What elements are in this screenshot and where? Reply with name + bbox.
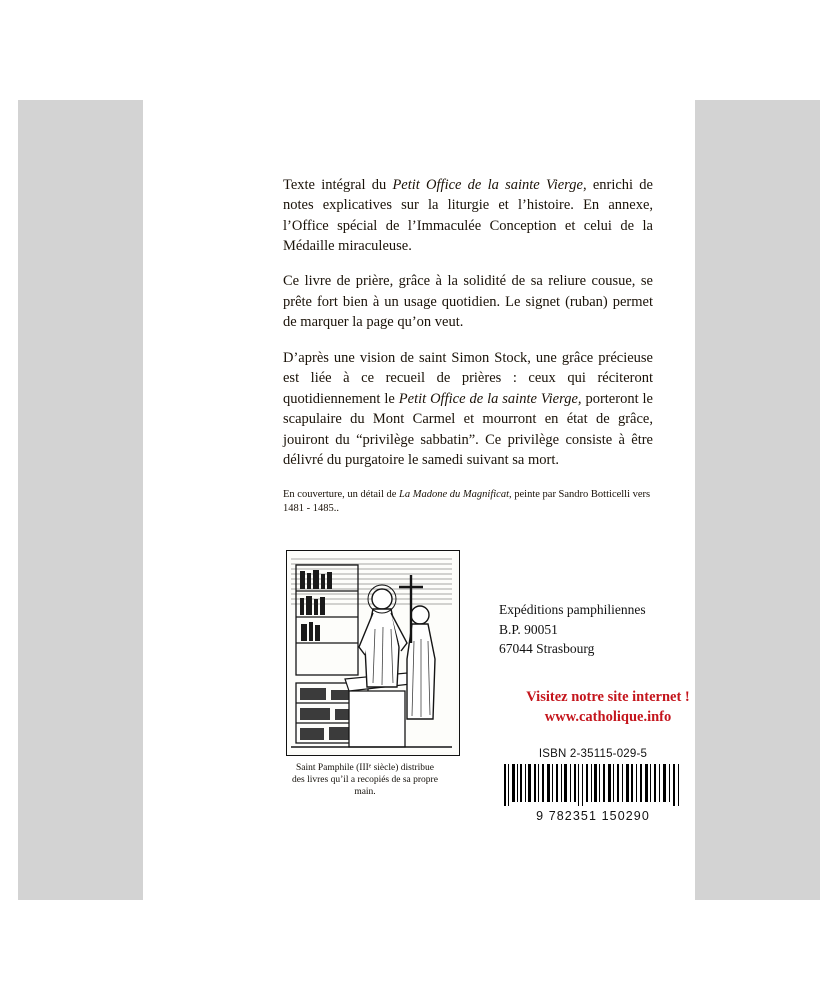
right-grey-margin [695, 100, 820, 900]
credit-prefix: En couverture, un détail de [283, 489, 400, 500]
publisher-city: 67044 Strasbourg [499, 641, 595, 657]
engraving-artwork [287, 551, 456, 752]
publisher-name: Expéditions pamphiliennes [499, 602, 646, 617]
engraving-block [286, 550, 458, 799]
p1-run-2-title: Petit Office de la sainte Vierge [392, 176, 583, 193]
p1-run-3: , enrichi de notes explicatives sur la liturgie et l’histoire. En annexe, l’Office spécial de l’Immaculée Conception et celui de la Médaille miraculeuse. [283, 176, 653, 255]
saint-pamphile-engraving [286, 550, 460, 756]
website-url[interactable]: www.catholique.info [544, 709, 672, 726]
website-block [488, 687, 728, 728]
credit-artwork-title: La Madone du Magnificat [399, 489, 509, 500]
ean13-barcode [498, 762, 686, 808]
website-invitation: Visitez notre site internet ! [526, 689, 690, 705]
barcode-digits: 9 782351 150290 [536, 809, 650, 823]
publisher-address-block [499, 600, 714, 659]
publisher-po-box: B.P. 90051 [499, 621, 558, 637]
credit-suffix: , peinte par Sandro Botticelli vers 1481 - 1485.. [283, 489, 651, 514]
p3-run-1: D’après une vision de saint Simon Stock, une grâce précieuse est liée à ce recueil de prières : ceux qui réciteront quotidiennement le [283, 349, 653, 407]
paragraph-1 [283, 175, 653, 257]
paragraph-3 [283, 348, 653, 471]
cover-credit-note [283, 488, 651, 515]
p3-run-3: porteront le scapulaire du Mont Carmel et mourront en état de grâce, jouiront du “privilège sabbatin”. Ce privilège consiste à être délivré du purgatoire le samedi suivant sa mort. [283, 390, 653, 469]
isbn-label: ISBN 2-35115-029-5 [538, 748, 648, 760]
p3-run-2-title: Petit Office de la sainte Vierge, [398, 390, 582, 407]
p2-run-1: Ce livre de prière, grâce à la solidité de sa reliure cousue, se prête fort bien à un usage quotidien. Le signet (ruban) permet de marquer la page qu’on veut. [283, 273, 653, 331]
blurb-text-block [283, 160, 653, 471]
barcode-bars [498, 762, 686, 808]
isbn-barcode-block [498, 748, 688, 823]
book-back-cover [143, 100, 695, 900]
left-grey-margin [18, 100, 143, 900]
p1-run-1: Texte intégral du [283, 176, 393, 193]
engraving-caption: Saint Pamphile (IIIᵉ siècle) distribue des livres qu’il a recopiés de sa propre main. [292, 763, 438, 797]
paragraph-2 [283, 271, 653, 333]
